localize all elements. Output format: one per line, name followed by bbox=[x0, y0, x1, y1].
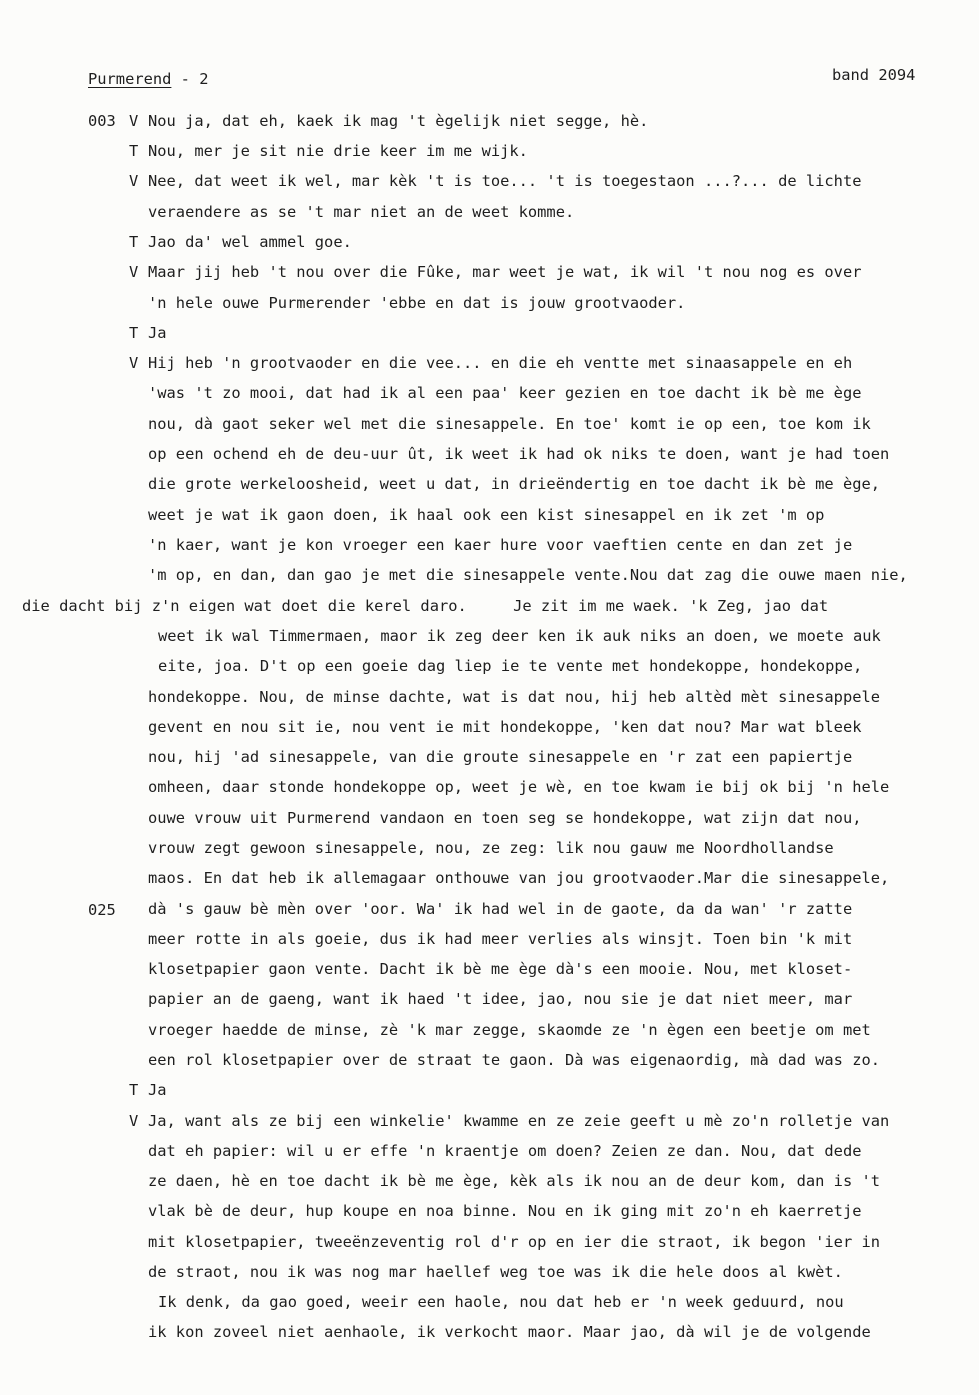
transcript-line: klosetpapier gaon vente. Dacht ik bè me ège dà's een mooie. Nou, met kloset- bbox=[148, 960, 853, 978]
transcript-line: meer rotte in als goeie, dus ik had meer verlies als winsjt. Toen bin 'k mit bbox=[148, 930, 853, 948]
transcript-line: ik kon zoveel niet aenhaole, ik verkocht maor. Maar jao, dà wil je de volgende bbox=[148, 1323, 871, 1341]
transcript-line: weet je wat ik gaon doen, ik haal ook een kist sinesappel en ik zet 'm op bbox=[148, 506, 825, 524]
speaker-label: V bbox=[129, 354, 139, 372]
transcript-line: eite, joa. D't op een goeie dag liep ie te vente met hondekoppe, hondekoppe, bbox=[158, 657, 863, 675]
tape-counter-025: 025 bbox=[88, 901, 116, 919]
transcript-line: Nee, dat weet ik wel, mar kèk 't is toe... 't is toegestaon ...?... de lichte bbox=[148, 172, 862, 190]
transcript-line: papier an de gaeng, want ik haed 't idee, jao, nou sie je dat niet meer, mar bbox=[148, 990, 853, 1008]
transcript-line: 'was 't zo mooi, dat had ik al een paa' keer gezien en toe dacht ik bè me ège bbox=[148, 384, 862, 402]
transcript-line: omheen, daar stonde hondekoppe op, weet je wè, en toe kwam ie bij ok bij 'n hele bbox=[148, 778, 890, 796]
speaker-label: T bbox=[129, 142, 139, 160]
transcript-line: nou, hij 'ad sinesappele, van die groute sinesappele en 'r zat een papiertje bbox=[148, 748, 853, 766]
transcript-line: de straot, nou ik was nog mar haellef weg toe was ik die hele doos al kwèt. bbox=[148, 1263, 843, 1281]
header-place-name: Purmerend bbox=[88, 70, 172, 88]
transcript-line: op een ochend eh de deu-uur ût, ik weet ik had ok niks te doen, want je had toen bbox=[148, 445, 890, 463]
transcript-line: Ik denk, da gao goed, weeir een haole, nou dat heb er 'n week geduurd, nou bbox=[158, 1293, 844, 1311]
transcript-line: dà 's gauw bè mèn over 'oor. Wa' ik had wel in de gaote, da da wan' 'r zatte bbox=[148, 900, 853, 918]
transcript-line: Ja bbox=[148, 1081, 167, 1099]
transcript-line: Ja bbox=[148, 324, 167, 342]
speaker-label: V bbox=[129, 1112, 139, 1130]
speaker-label: V bbox=[129, 263, 139, 281]
transcript-line: Maar jij heb 't nou over die Fûke, mar weet je wat, ik wil 't nou nog es over bbox=[148, 263, 862, 281]
transcript-line: die dacht bij z'n eigen wat doet die kerel daro. Je zit im me waek. 'k Zeg, jao dat bbox=[22, 597, 829, 615]
transcript-line: 'n hele ouwe Purmerender 'ebbe en dat is jouw grootvaoder. bbox=[148, 294, 686, 312]
header-tape-number: band 2094 bbox=[832, 66, 916, 84]
transcript-line: vrouw zegt gewoon sinesappele, nou, ze zeg: lik nou gauw me Noordhollandse bbox=[148, 839, 834, 857]
transcript-line: een rol klosetpapier over de straat te gaon. Dà was eigenaordig, mà dad was zo. bbox=[148, 1051, 881, 1069]
transcript-line: weet ik wal Timmermaen, maor ik zeg deer ken ik auk niks an doen, we moete auk bbox=[158, 627, 881, 645]
transcript-line: vroeger haedde de minse, zè 'k mar zegge, skaomde ze 'n ègen een beetje om met bbox=[148, 1021, 871, 1039]
transcript-line: 'n kaer, want je kon vroeger een kaer hure voor vaeftien cente en dan zet je bbox=[148, 536, 853, 554]
tape-counter-003: 003 bbox=[88, 112, 116, 130]
transcript-line: gevent en nou sit ie, nou vent ie mit hondekoppe, 'ken dat nou? Mar wat bleek bbox=[148, 718, 862, 736]
transcript-line: dat eh papier: wil u er effe 'n kraentje om doen? Zeien ze dan. Nou, dat dede bbox=[148, 1142, 862, 1160]
transcript-line: Nou, mer je sit nie drie keer im me wijk. bbox=[148, 142, 528, 160]
speaker-label: V bbox=[129, 172, 139, 190]
transcript-line: 'm op, en dan, dan gao je met die sinesappele vente.Nou dat zag die ouwe maen nie, bbox=[148, 566, 908, 584]
header-place bbox=[88, 70, 208, 88]
transcript-line: ouwe vrouw uit Purmerend vandaon en toen seg se hondekoppe, wat zijn dat nou, bbox=[148, 809, 862, 827]
speaker-label: T bbox=[129, 324, 139, 342]
transcript-line: Jao da' wel ammel goe. bbox=[148, 233, 352, 251]
transcript-line: nou, dà gaot seker wel met die sinesappele. En toe' komt ie op een, toe kom ik bbox=[148, 415, 871, 433]
transcript-line: Nou ja, dat eh, kaek ik mag 't ègelijk niet segge, hè. bbox=[148, 112, 649, 130]
speaker-label: T bbox=[129, 233, 139, 251]
transcript-line: hondekoppe. Nou, de minse dachte, wat is dat nou, hij heb altèd mèt sinesappele bbox=[148, 688, 881, 706]
speaker-label: T bbox=[129, 1081, 139, 1099]
header-page-number: - 2 bbox=[171, 70, 209, 88]
speaker-label: V bbox=[129, 112, 139, 130]
transcript-line: maos. En dat heb ik allemagaar onthouwe van jou grootvaoder.Mar die sinesappele, bbox=[148, 869, 890, 887]
transcript-line: vlak bè de deur, hup koupe en noa binne. Nou en ik ging mit zo'n eh kaerretje bbox=[148, 1202, 862, 1220]
transcript-line: ze daen, hè en toe dacht ik bè me ège, kèk als ik nou an de deur kom, dan is 't bbox=[148, 1172, 881, 1190]
transcript-line: mit klosetpapier, tweeënzeventig rol d'r op en ier die straot, ik begon 'ier in bbox=[148, 1233, 881, 1251]
transcript-line: die grote werkeloosheid, weet u dat, in drieëndertig en toe dacht ik bè me ège, bbox=[148, 475, 881, 493]
transcript-line: Ja, want als ze bij een winkelie' kwamme en ze zeie geeft u mè zo'n rolletje van bbox=[148, 1112, 890, 1130]
transcript-line: veraendere as se 't mar niet an de weet komme. bbox=[148, 203, 575, 221]
transcript-line: Hij heb 'n grootvaoder en die vee... en die eh ventte met sinaasappele en eh bbox=[148, 354, 853, 372]
